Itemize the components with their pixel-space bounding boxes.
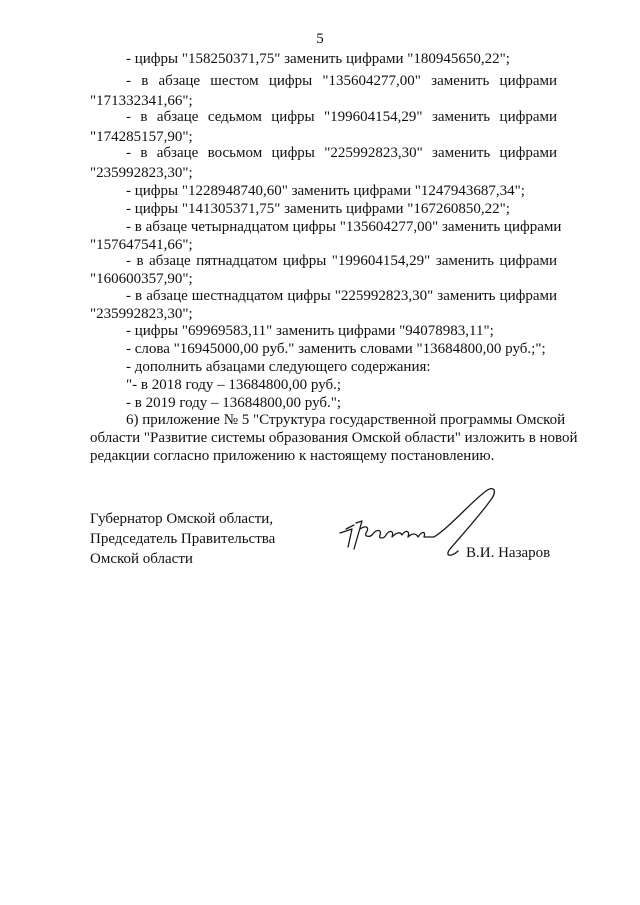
list-item: - цифры "158250371,75" заменить цифрами "180945650,22"; bbox=[126, 51, 510, 67]
list-item: "- в 2018 году – 13684800,00 руб.; bbox=[126, 377, 342, 393]
paragraph-line: области "Развитие системы образования Омской области" изложить в новой bbox=[90, 430, 578, 446]
list-item-continuation: "160600357,90"; bbox=[90, 271, 193, 287]
list-item: - в абзаце четырнадцатом цифры "135604277,00" заменить цифрами bbox=[126, 219, 562, 235]
list-item-continuation: "157647541,66"; bbox=[90, 237, 193, 253]
list-item: - в абзаце шестом цифры "135604277,00" заменить цифрами bbox=[126, 73, 557, 89]
list-item: - в абзаце седьмом цифры "199604154,29" заменить цифрами bbox=[126, 109, 557, 125]
list-item: - цифры "69969583,11" заменить цифрами "94078983,11"; bbox=[126, 323, 494, 339]
list-item: - цифры "1228948740,60" заменить цифрами "1247943687,34"; bbox=[126, 183, 525, 199]
list-item: - в абзаце пятнадцатом цифры "199604154,29" заменить цифрами bbox=[126, 253, 557, 269]
signatory-position bbox=[90, 509, 275, 569]
signatory-position-line: Омской области bbox=[90, 551, 193, 567]
list-item: - в абзаце восьмом цифры "225992823,30" заменить цифрами bbox=[126, 145, 557, 161]
list-item: - слова "16945000,00 руб." заменить словами "13684800,00 руб.;"; bbox=[126, 341, 546, 357]
list-item-continuation: "235992823,30"; bbox=[90, 165, 193, 181]
signatory-position-line: Председатель Правительства bbox=[90, 531, 276, 547]
list-item: - цифры "141305371,75" заменить цифрами "167260850,22"; bbox=[126, 201, 510, 217]
list-item: - в абзаце шестнадцатом цифры "225992823,30" заменить цифрами bbox=[126, 288, 557, 304]
list-item: - дополнить абзацами следующего содержания: bbox=[126, 359, 431, 375]
page-number: 5 bbox=[316, 31, 324, 47]
signatory-name: В.И. Назаров bbox=[466, 545, 551, 561]
paragraph-line: 6) приложение № 5 "Структура государственной программы Омской bbox=[126, 412, 566, 428]
signatory-position-line: Губернатор Омской области, bbox=[90, 511, 274, 527]
list-item-continuation: "174285157,90"; bbox=[90, 129, 193, 145]
list-item: - в 2019 году – 13684800,00 руб."; bbox=[126, 395, 342, 411]
paragraph-line: редакции согласно приложению к настоящему постановлению. bbox=[90, 448, 495, 464]
list-item-continuation: "235992823,30"; bbox=[90, 306, 193, 322]
list-item-continuation: "171332341,66"; bbox=[90, 93, 193, 109]
